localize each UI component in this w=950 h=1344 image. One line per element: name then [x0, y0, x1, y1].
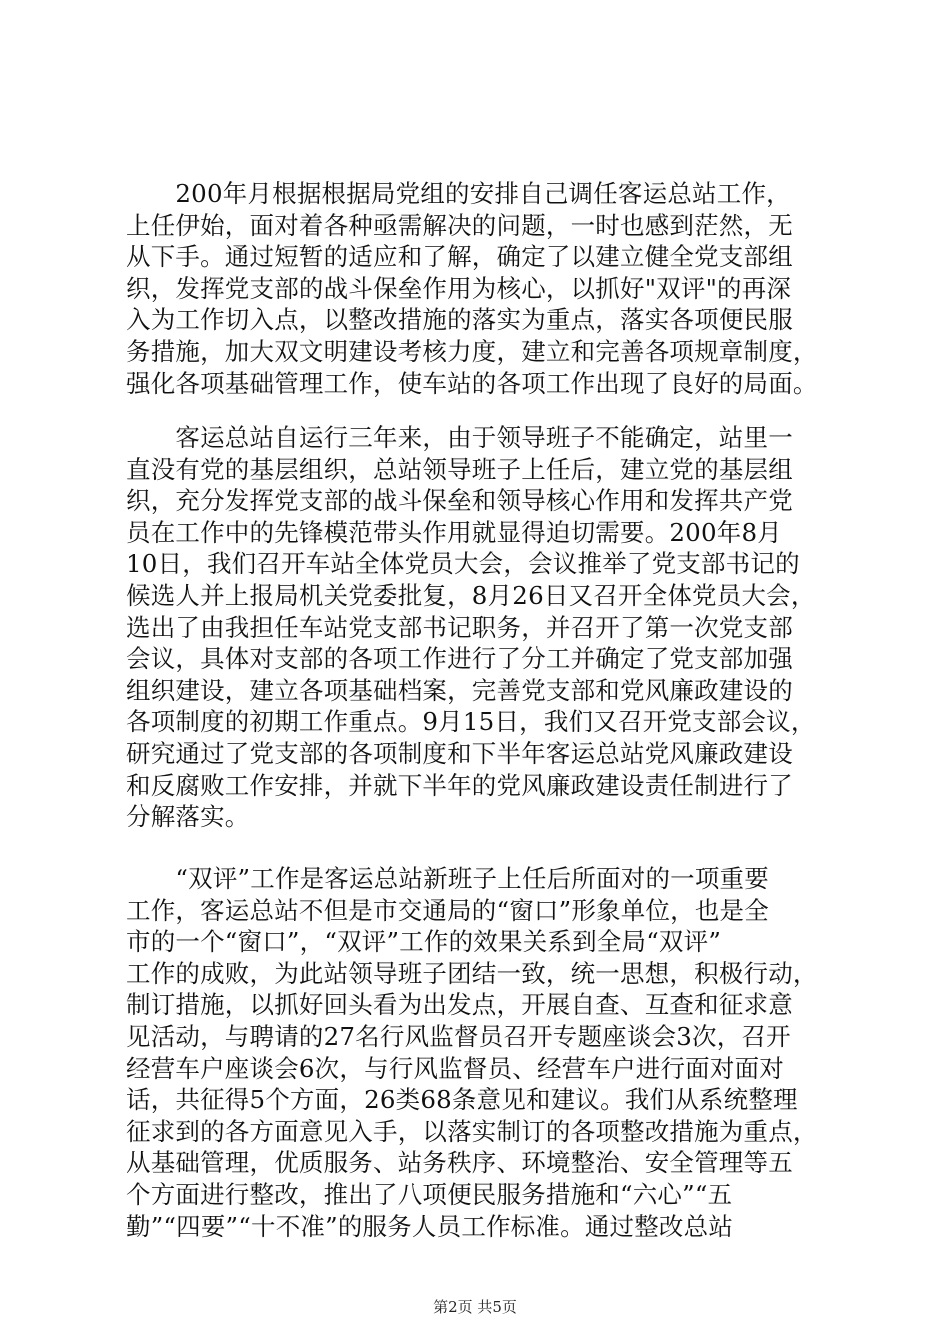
page-footer — [0, 1296, 950, 1317]
paragraph-line: “双评”工作是客运总站新班子上任后所面对的一项重要 — [126, 864, 769, 893]
paragraph-line: 研究通过了党支部的各项制度和下半年客运总站党风廉政建设 — [126, 738, 793, 768]
paragraph-line: 各项制度的初期工作重点。9月15日，我们又召开党支部会议， — [126, 707, 816, 737]
paragraph-line: 员在工作中的先锋模范带头作用就显得迫切需要。200年8月 — [126, 517, 782, 547]
paragraph-line: 组织建设，建立各项基础档案，完善党支部和党风廉政建设的 — [126, 675, 793, 705]
paragraph-1 — [126, 178, 850, 399]
paragraph-line: 直没有党的基层组织，总站领导班子上任后，建立党的基层组 — [126, 454, 793, 484]
paragraph-line: 织，发挥党支部的战斗保垒作用为核心，以抓好"双评"的再深 — [126, 273, 792, 303]
paragraph-line — [126, 833, 850, 865]
page-number-label: 第2页 共5页 — [433, 1298, 517, 1316]
paragraph-line: 话，共征得5个方面，26类68条意见和建议。我们从系统整理 — [126, 1085, 798, 1115]
paragraph-line: 选出了由我担任车站党支部书记职务，并召开了第一次党支部 — [126, 612, 793, 642]
paragraph-line: 征求到的各方面意见入手，以落实制订的各项整改措施为重点， — [126, 1116, 818, 1146]
paragraph-line: 见活动，与聘请的27名行风监督员召开专题座谈会3次，召开 — [126, 1021, 791, 1051]
paragraph-line: 会议，具体对支部的各项工作进行了分工并确定了党支部加强 — [126, 644, 793, 674]
paragraph-line: 和反腐败工作安排，并就下半年的党风廉政建设责任制进行了 — [126, 770, 793, 800]
paragraph-line: 制订措施，以抓好回头看为出发点，开展自查、互查和征求意 — [126, 990, 793, 1020]
paragraph-line: 客运总站自运行三年来，由于领导班子不能确定，站里一 — [126, 423, 793, 452]
paragraph-line: 强化各项基础管理工作，使车站的各项工作出现了良好的局面。 — [126, 368, 818, 398]
paragraph-line: 候选人并上报局机关党委批复，8月26日又召开全体党员大会， — [126, 580, 816, 610]
paragraph-line: 上任伊始，面对着各种亟需解决的问题，一时也感到茫然，无 — [126, 210, 793, 240]
paragraph-line: 务措施，加大双文明建设考核力度，建立和完善各项规章制度， — [126, 336, 818, 366]
paragraph-line: 织，充分发挥党支部的战斗保垒和领导核心作用和发挥共产党 — [126, 486, 793, 516]
paragraph-line: 200年月根据根据局党组的安排自己调任客运总站工作， — [126, 179, 791, 208]
paragraph-line: 工作的成败，为此站领导班子团结一致，统一思想，积极行动， — [126, 958, 818, 988]
paragraph-line: 勤”“四要”“十不准”的服务人员工作标准。通过整改总站 — [126, 1211, 734, 1241]
paragraph-line: 分解落实。 — [126, 802, 250, 832]
paragraph-2 — [126, 422, 850, 864]
paragraph-line: 个方面进行整改，推出了八项便民服务措施和“六心”“五 — [126, 1179, 733, 1209]
paragraph-line: 入为工作切入点，以整改措施的落实为重点，落实各项便民服 — [126, 305, 793, 335]
paragraph-line: 工作，客运总站不但是市交通局的“窗口”形象单位，也是全 — [126, 895, 769, 925]
paragraph-line: 经营车户座谈会6次，与行风监督员、经营车户进行面对面对 — [126, 1053, 784, 1083]
paragraph-line: 从下手。通过短暂的适应和了解，确定了以建立健全党支部组 — [126, 242, 793, 272]
paragraph-3 — [126, 863, 850, 1242]
paragraph-line: 10日，我们召开车站全体党员大会，会议推举了党支部书记的 — [126, 549, 800, 579]
paragraph-line: 市的一个“窗口”，“双评”工作的效果关系到全局“双评” — [126, 927, 722, 957]
paragraph-line: 从基础管理，优质服务、站务秩序、环境整治、安全管理等五 — [126, 1148, 793, 1178]
